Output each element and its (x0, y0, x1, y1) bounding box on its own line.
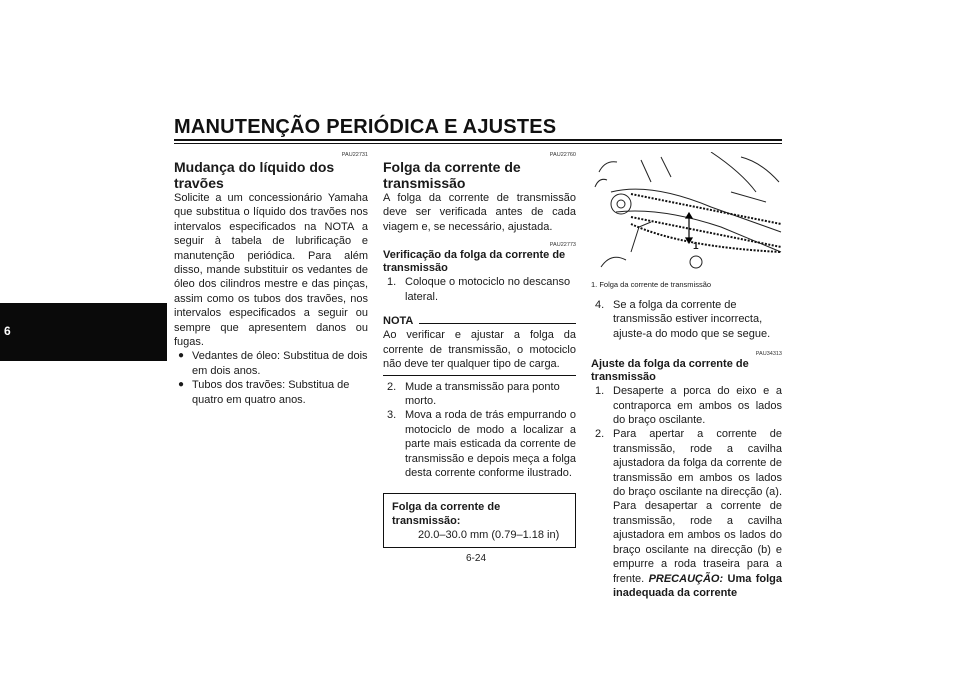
list-item-text: Vedantes de óleo: Substitua de dois em dois anos. (192, 350, 368, 377)
subsection-heading: Verificação da folga da corrente de transmissão (383, 249, 566, 275)
section-code: PAU22760 (549, 152, 576, 158)
step-text (613, 427, 782, 600)
column-chain-adjust (591, 152, 782, 600)
step-item (387, 380, 576, 409)
section-paragraph: A folga da corrente de transmissão deve ser verificada antes de cada viagem e, se necessário, ajustada. (383, 192, 576, 233)
list-item (178, 378, 368, 407)
section-code: PAU22731 (341, 152, 368, 158)
list-item-text: Tubos dos travões: Substitua de quatro em quatro anos. (192, 379, 350, 406)
spec-title: Folga da corrente de transmissão: (392, 500, 501, 527)
step-number: 1. (387, 276, 397, 289)
step-number: 3. (387, 409, 397, 422)
step-item (595, 298, 782, 341)
step-item (387, 408, 576, 480)
section-code: PAU34313 (755, 351, 782, 358)
list-item (178, 349, 368, 378)
figure-callout: 1 (693, 241, 699, 252)
note-rule (419, 323, 576, 324)
step-text: Coloque o motociclo no descanso lateral. (405, 276, 571, 303)
step-text: Desaperte a porca do eixo e a contraporca em ambos os lados do braço oscilante. (613, 385, 782, 427)
header-rule-thin (174, 143, 782, 144)
subsection-heading: Ajuste da folga da corrente de transmissão (591, 358, 749, 384)
header-rule-thick (174, 139, 782, 141)
bullet-icon: ● (178, 350, 185, 362)
step-item (595, 427, 782, 600)
chapter-tab (0, 303, 167, 361)
section-heading: Folga da corrente de transmissão (383, 159, 521, 191)
chain-slack-illustration (591, 152, 782, 278)
step-item (595, 384, 782, 427)
figure-caption: 1. Folga da corrente de transmissão (591, 280, 712, 289)
chapter-number: 6 (4, 324, 11, 338)
step-text: Mova a roda de trás empurrando o motociclo de modo a localizar a parte mais esticada da corrente de transmissão e depois meça a folga desta corrente conforme ilustrado. (405, 409, 576, 480)
step-text-body: Para apertar a corrente de transmissão, rode a cavilha ajustadora da folga da corrente de transmissão em ambos os lados do braço oscilante na direcção (a). Para desapertar a corrente de transmissão, rode a cavilha ajustadora em ambos os lados do braço oscilante na direcção (b) e empurre a roda traseira para a frente. (613, 428, 782, 585)
column-brake-fluid (174, 152, 368, 407)
step-text: Se a folga da corrente de transmissão estiver incorrecta, ajuste-a do modo que se segue. (613, 299, 771, 340)
step-number: 2. (595, 428, 605, 441)
caution-label: PRECAUÇÃO: (648, 572, 724, 585)
section-heading: Mudança do líquido dos travões (174, 159, 335, 191)
section-paragraph: Solicite a um concessionário Yamaha que substitua o líquido dos travões nos intervalos especificados na NOTA a seguir à tabela de lubrificação e manutenção periódica. Para além disso, mande substituir os vedantes de óleo dos cilindros mestre e das pinças, assim como os tubos dos travões, nos intervalos especificados a seguir ou sempre que apresentem danos ou fugas. (174, 192, 368, 349)
step-number: 1. (595, 385, 605, 398)
bullet-icon: ● (178, 379, 185, 391)
step-item (387, 275, 576, 304)
step-number: 2. (387, 380, 397, 393)
step-text: Mude a transmissão para ponto morto. (405, 380, 560, 408)
section-code: PAU22773 (549, 242, 576, 249)
spec-value: 20.0–30.0 mm (0.79–1.18 in) (418, 529, 560, 542)
step-number: 4. (595, 299, 605, 311)
note-text: Ao verificar e ajustar a folga da corrente de transmissão, o motociclo não deve ter qualquer tipo de carga. (383, 329, 576, 371)
caution-text: Uma folga inadequada da corrente (613, 572, 782, 599)
column-chain-slack (383, 152, 576, 548)
page-title: MANUTENÇÃO PERIÓDICA E AJUSTES (174, 116, 557, 138)
page-number: 6-24 (466, 553, 487, 564)
note-label: NOTA (383, 315, 414, 328)
spec-box (383, 493, 576, 548)
note-header (383, 314, 576, 328)
